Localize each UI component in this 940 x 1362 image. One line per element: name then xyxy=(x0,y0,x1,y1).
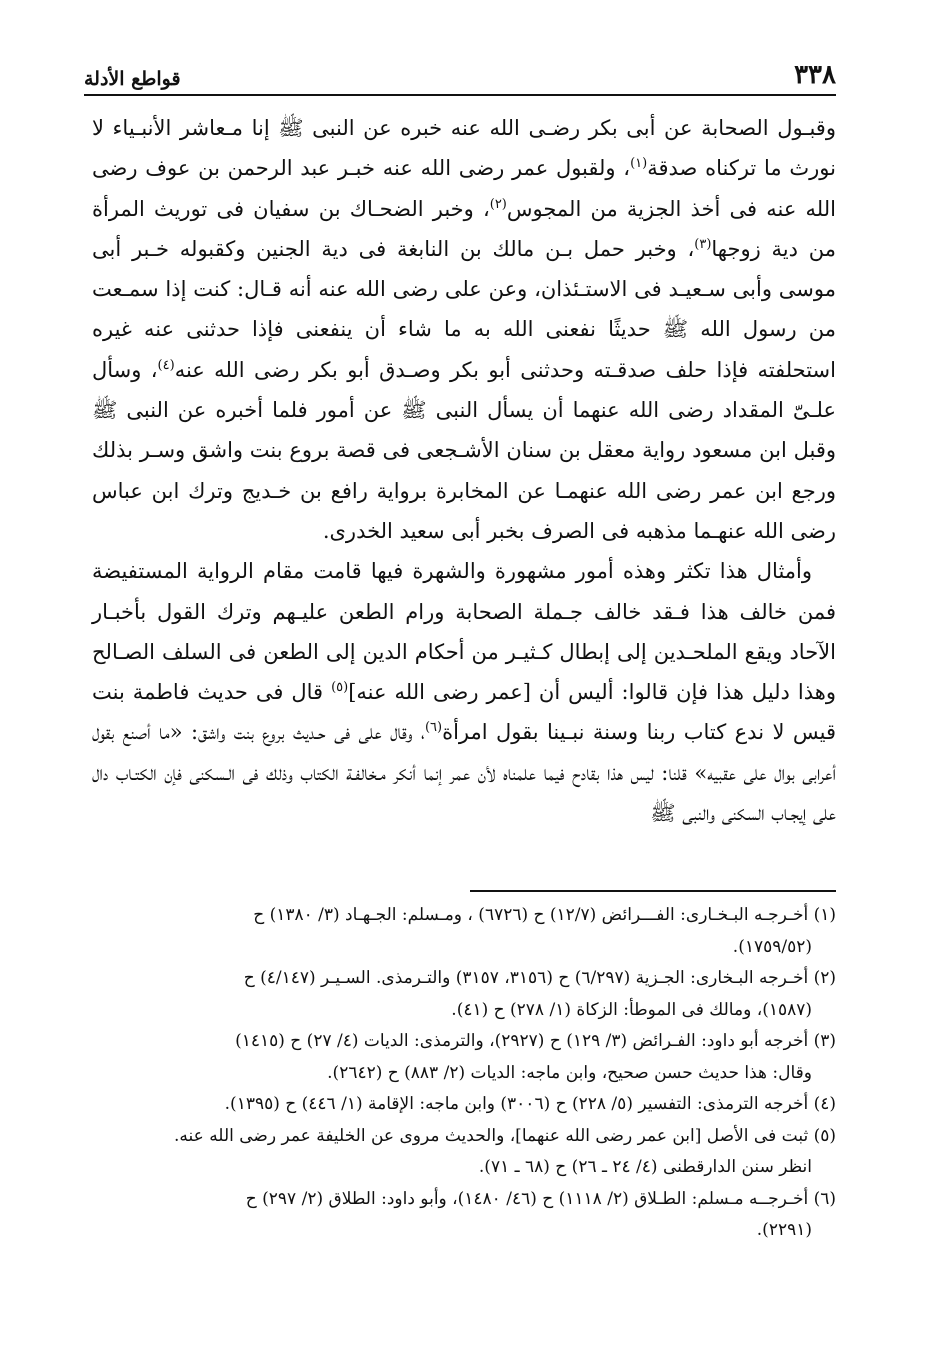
footnote-ref-6: (٦) xyxy=(424,720,443,736)
footnote-line: وقال: هذا حديث حسن صحيح، وابن ماجه: الديات (٢/ ٨٨٣) ح (٢٦٤٢). xyxy=(327,1062,812,1083)
running-title: قواطع الأدلة xyxy=(84,68,181,90)
footnote-line: (٤) أخرجه الترمذى: التفسير (٥/ ٢٢٨) ح (٣٠٠٦) وابن ماجه: الإقامة (١/ ٤٤٦) ح (١٣٩٥). xyxy=(224,1094,836,1114)
paragraph-text: ، ولقبول عمر رضى الله عنه خبـر عبد الرحمن بن عوف رضى الله عنه فى أخذ الجزية من المجوس xyxy=(92,156,836,221)
footnote-4 xyxy=(92,1089,836,1121)
footnote-line: (١٥٨٧)، ومالك فى الموطأ: الزكاة (١/ ٢٧٨) ح (٤١). xyxy=(451,999,812,1020)
footnote-ref-4: (٤) xyxy=(157,357,175,373)
page-number: ٣٣٨ xyxy=(794,60,836,90)
footnote-line: (٣) أخرجه أبو داود: الفـرائض (٣/ ١٢٩) ح (٢٩٢٧)، والترمذى: الديات (٤/ ٢٧) ح (١٤١٥) xyxy=(235,1031,836,1051)
footnote-6 xyxy=(92,1184,836,1247)
footnote-ref-2: (٢) xyxy=(489,196,507,212)
page-header xyxy=(84,52,836,96)
paragraph-text: ، وخبر الضحـاك بن سفيان فى توريث المرأة من دية زوجها xyxy=(92,196,836,261)
footnote-ref-3: (٣) xyxy=(694,236,712,252)
footnote-5 xyxy=(92,1121,836,1184)
paragraph-2 xyxy=(92,551,836,833)
footnote-ref-5: (٥) xyxy=(331,680,349,696)
footnote-line: (١) أخـرجـه البـخـارى: الفـــرائض (١٢/٧) ح (٦٧٢٦) ، ومـسلم: الجـهـاد (٣/ ١٣٨٠) ح xyxy=(253,905,836,925)
footnote-1 xyxy=(92,900,836,963)
footnote-line: (٢) أخـرجه البـخارى: الجـزية (٦/٢٩٧) ح (٣١٥٦، ٣١٥٧) والتـرمذى. السـيـر (٤/١٤٧) ح xyxy=(243,968,836,988)
footnote-line: (٥) ثبت فى الأصل [ابن عمر رضى الله عنهما]، والحديث مروى عن الخليفة عمر رضى الله عنه. xyxy=(174,1125,836,1146)
footnote-line: (١٧٥٩/٥٢). xyxy=(732,936,812,957)
paragraph-text: ، وخبر حمل بـن مالك بن النابغة فى دية الجنين وكقبوله خـبر أبى موسى وأبى سـعيـد فى الاستـئذان، وعن على رضى الله عنه أنه قـال: كنت إذا سمـعت من رسول الله ﷺ حديثًا نفعنى الله به ما شاء أن ينفعنى فإذا حدثنى عنه غيره استحلفته فإذا حلف صدقـته وحدثنى أبو بكر وصـدق أبو بكر رضى الله عنه xyxy=(92,236,837,382)
footnotes xyxy=(92,900,836,1247)
paragraph-text: ، وسأل علـىّ المقداد رضى الله عنهما أن يسأل النبى ﷺ عن أمور فلما أخبره عن النبى ﷺ وقبل ابن مسعود رواية معقل بن سنان الأشـجعى فى قصة بروع بنت واشق وسـر بذلك ورجع ابن عمر رضى الله عنهمـا عن المخابرة برواية رافع بن خـديج وترك ابن عباس رضى الله عنهـما مذهبه فى الصرف بخبر أبى سعيد الخدرى. xyxy=(92,357,836,543)
footnote-3 xyxy=(92,1026,836,1089)
footnote-line: (٢٢٩١). xyxy=(756,1220,812,1240)
paragraph-text: وأمثال هذا تكثر وهذه أمور مشهورة والشهرة فيها قامت مقام الرواية المستفيضة فمن خالف هذا فـقد خالف جـملة الصحابة ورام الطعن عليـهم وترك القول بأخبـار الآحاد ويقع الملحـدين إلى إبطال كـثيـر من أحكام الدين إلى الطعن فى السلف الصـالح وهذا دليل هذا فإن قالوا: أليس أن [عمر رضى الله عنه] xyxy=(92,559,836,705)
footnote-line: (٦) أخـرجــه مـسلم: الطـلاق (٢/ ١١١٨) ح (٤٦/ ١٤٨٠)، وأبو داود: الطلاق (٢/ ٢٩٧) ح xyxy=(245,1188,836,1209)
paragraph-text: ، وقال على فى حـديث بروع بنت واشق: «ما أصنع بقول أعرابى بوال على عقبيه» قلنا: ليس هذا بقادح فيما علمناه لأن عمر إنما أنكر مـخالفـة الكتاب وذلك فى الـسكنى فإن الكتـاب دال على إيجـاب السكنى والنبى ﷺ xyxy=(92,720,836,826)
footnote-line: انظر سنن الدارقطنى (٤/ ٢٤ ـ ٢٦) ح (٦٨ ـ ٧١). xyxy=(478,1157,812,1177)
footnote-separator xyxy=(470,890,836,892)
paragraph-text: قال فى حديث فاطمة بنت قيس لا ندع كتاب ربنا وسنة نبـينا بقول امرأة xyxy=(92,680,836,745)
footnote-2 xyxy=(92,963,836,1026)
paragraph-text: وقبـول الصحابة عن أبى بكر رضـى الله عنه خبره عن النبى ﷺ إنا مـعاشر الأنبـياء لا نورث ما تركناه صدقة xyxy=(92,116,836,181)
paragraph-1 xyxy=(92,108,836,551)
footnote-ref-1: (١) xyxy=(630,156,648,172)
main-text xyxy=(92,108,836,833)
